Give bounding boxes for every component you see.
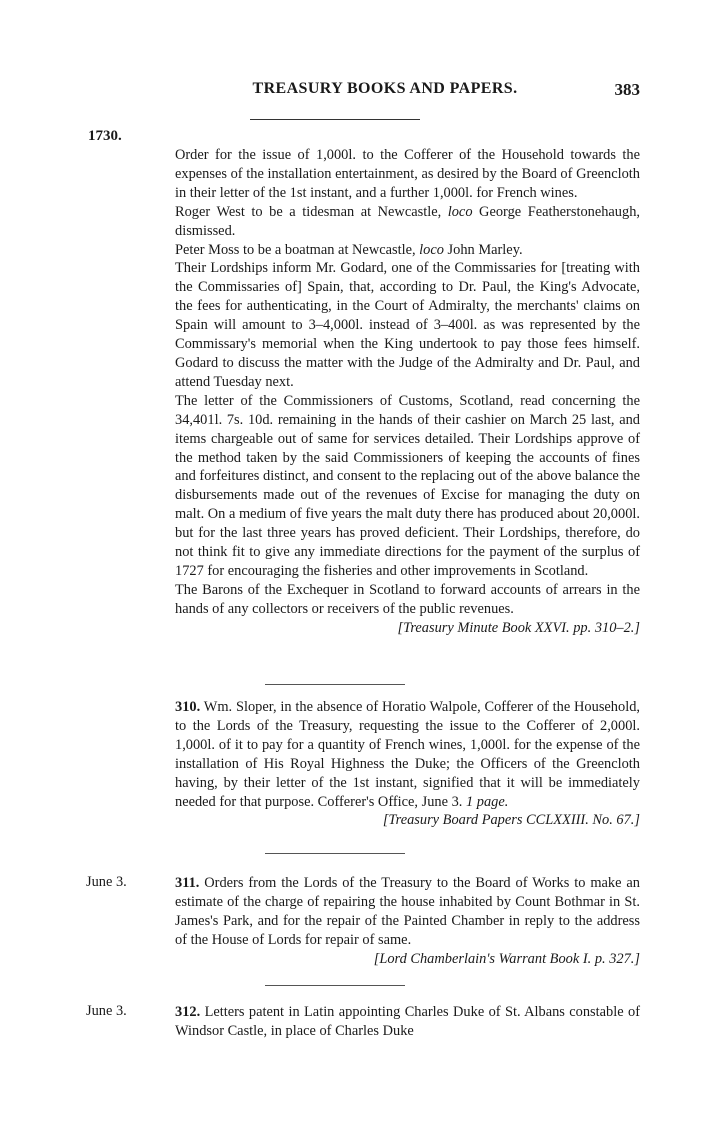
entry-310 [175, 698, 640, 830]
minute-paragraph: Their Lordships inform Mr. Godard, one of the Commissaries for [treating with the Commissaries of] Spain, that, according to Dr. Paul, the King's Advocate, the fees for authenticating, in the Court of Admiralty, the merchants' claims on Spain will amount to 3–4,000l. instead of 3–400l. as was represented by the Commissary's memorial when the King undertook to pay those fees himself. Godard to discuss the matter with the Judge of the Admiralty and Dr. Paul, and attend Tuesday next. [175, 260, 640, 390]
entry-312 [175, 1003, 640, 1041]
entry-paragraph: 310. Wm. Sloper, in the absence of Horatio Walpole, Cofferer of the Household, to the Lords of the Treasury, requesting the issue to the Cofferer of 2,000l. 1,000l. of it to pay for a quantity of French wines, 1,000l. for the expense of the installation of His Royal Highness the Duke; the Officers of the Greencloth having, by their letter of the 1st instant, signified that it will be immediately needed for that purpose. Cofferer's Office, June 3. 1 page. [175, 699, 640, 810]
minute-paragraph: Roger West to be a tidesman at Newcastle, loco George Featherstonehaugh, dismissed. [175, 203, 640, 239]
margin-date: June 3. [86, 874, 127, 890]
section-rule [265, 985, 405, 986]
minute-paragraph: The letter of the Commissioners of Customs, Scotland, read concerning the 34,401l. 7s. 10d. remaining in the hands of their cashier on March 25 last, and items chargeable out of same for services detailed. Their Lordships approve of the method taken by the said Commissioners of keeping the accounts of fines and forfeitures distinct, and consent to the replacing out of the above balance the disbursements made out of the revenues of Excise for managing the duty on malt. On a medium of five years the malt duty there has produced about 20,000l. but for the last three years has proved deficient. Their Lordships, therefore, do not think fit to give any immediate directions for the payment of the surplus of 1727 for encouraging the fisheries and other improvements in Scotland. [175, 392, 640, 579]
entry-number: 310. [175, 699, 201, 715]
entry-paragraph: 312. Letters patent in Latin appointing Charles Duke of St. Albans constable of Windsor Castle, in place of Charles Duke [175, 1004, 640, 1039]
citation: [Treasury Minute Book XXVI. pp. 310–2.] [397, 619, 640, 636]
header-rule [250, 119, 420, 120]
minute-paragraph: The Barons of the Exchequer in Scotland to forward accounts of arrears in the hands of any collectors or receivers of the public revenues. [175, 581, 640, 617]
minute-entries [175, 146, 640, 638]
entry-paragraph: 311. Orders from the Lords of the Treasury to the Board of Works to make an estimate of the charge of repairing the house inhabited by Count Bothmar in St. James's Park, and for the repair of the Painted Chamber in reply to the address of the House of Lords for repair of same. [175, 875, 640, 948]
citation: [Treasury Board Papers CCLXXIII. No. 67.] [382, 812, 640, 829]
minute-paragraph: Peter Moss to be a boatman at Newcastle, loco John Marley. [175, 241, 523, 258]
running-title: TREASURY BOOKS AND PAPERS. [252, 80, 518, 97]
page-number: 383 [614, 80, 640, 99]
entry-number: 311. [175, 875, 200, 891]
margin-year: 1730. [88, 128, 122, 144]
entry-311 [175, 874, 640, 969]
section-rule [265, 853, 405, 854]
section-rule [265, 684, 405, 685]
running-header [170, 80, 640, 104]
margin-date: June 3. [86, 1003, 127, 1019]
minute-paragraph: Order for the issue of 1,000l. to the Cofferer of the Household towards the expenses of the installation entertainment, as desired by the Board of Greencloth in their letter of the 1st instant, and a further 1,000l. for French wines. [175, 147, 640, 201]
citation: [Lord Chamberlain's Warrant Book I. p. 327.] [373, 950, 640, 967]
entry-number: 312. [175, 1004, 201, 1020]
